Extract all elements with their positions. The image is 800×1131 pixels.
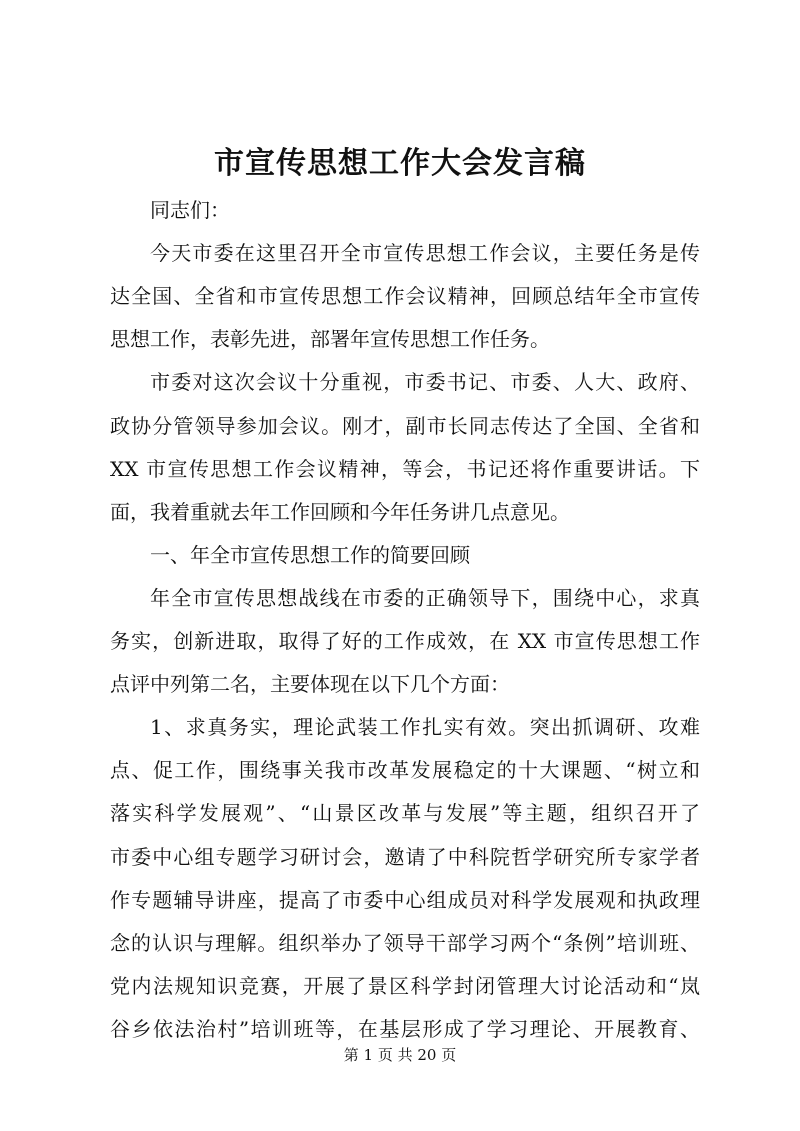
body-line: 今天市委在这里召开全市宣传思想工作会议，主要任务是传 bbox=[150, 241, 700, 265]
body-line: 面，我着重就去年工作回顾和今年任务讲几点意见。 bbox=[110, 500, 570, 524]
body-line: 点、促工作，围绕事关我市改革发展稳定的十大课题、“树立和 bbox=[110, 758, 700, 782]
section-heading: 一、年全市宣传思想工作的简要回顾 bbox=[150, 543, 470, 567]
body-line: 务实，创新进取，取得了好的工作成效，在 XX 市宣传思想工作 bbox=[110, 629, 700, 653]
body-line: 点评中列第二名，主要体现在以下几个方面： bbox=[110, 672, 510, 696]
body-line: 党内法规知识竞赛，开展了景区科学封闭管理大讨论活动和“岚 bbox=[110, 974, 700, 998]
body-line: 念的认识与理解。组织举办了领导干部学习两个“条例”培训班、 bbox=[110, 931, 700, 955]
body-line: 市委对这次会议十分重视，市委书记、市委、人大、政府、 bbox=[150, 370, 700, 394]
body-line: 达全国、全省和市宣传思想工作会议精神，回顾总结年全市宣传 bbox=[110, 284, 700, 308]
body-line: 思想工作，表彰先进，部署年宣传思想工作任务。 bbox=[110, 327, 550, 351]
body-line: XX 市宣传思想工作会议精神，等会，书记还将作重要讲话。下 bbox=[110, 457, 700, 481]
body-line: 市委中心组专题学习研讨会，邀请了中科院哲学研究所专家学者 bbox=[110, 845, 700, 869]
body-line: 谷乡依法治村”培训班等，在基层形成了学习理论、开展教育、 bbox=[110, 1017, 700, 1041]
document-title: 市宣传思想工作大会发言稿 bbox=[214, 146, 586, 181]
body-line: 年全市宣传思想战线在市委的正确领导下，围绕中心，求真 bbox=[150, 586, 700, 610]
page-number: 第 1 页 共 20 页 bbox=[343, 1046, 457, 1064]
body-line: 作专题辅导讲座，提高了市委中心组成员对科学发展观和执政理 bbox=[110, 888, 700, 912]
body-line: 落实科学发展观”、“山景区改革与发展”等主题，组织召开了 bbox=[110, 801, 700, 825]
salutation-line: 同志们： bbox=[150, 198, 230, 222]
body-line: 政协分管领导参加会议。刚才，副市长同志传达了全国、全省和 bbox=[110, 414, 700, 438]
body-line: 1、求真务实，理论武装工作扎实有效。突出抓调研、攻难 bbox=[150, 715, 700, 739]
